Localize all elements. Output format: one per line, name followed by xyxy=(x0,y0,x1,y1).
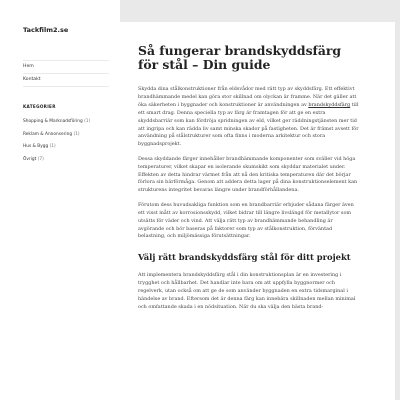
category-count: (1) xyxy=(73,131,80,137)
category-link[interactable]: Reklam & Annonsering xyxy=(23,131,73,137)
brandskyddsfarg-link[interactable]: brandskyddsfärg xyxy=(308,101,351,108)
category-count: (1) xyxy=(84,119,91,124)
category-link[interactable]: Övrigt xyxy=(23,156,37,162)
nav-item-hem[interactable]: Hem xyxy=(23,60,109,73)
category-link[interactable]: Shopping & Marknadsföring xyxy=(23,119,83,124)
main-content xyxy=(120,22,395,400)
category-count: (7) xyxy=(37,156,44,162)
section-heading: Välj rätt brandskyddsfärg stål för ditt projekt xyxy=(138,252,351,263)
site-title[interactable]: Tackfilm2.se xyxy=(23,26,69,34)
category-list xyxy=(23,116,113,166)
categories-widget-title: KATEGORIER xyxy=(23,104,56,109)
paragraph-text: Skydda dina stålkonstruktioner från eldsvådor med rätt typ av skyddsfärg. Ett effektivt brandhämmande medel kan göra stor skillnad om olyckan är framme. När det gäller att öka säkerheten i byggnader och konstruktioner är användningen av xyxy=(138,86,357,108)
nav-item-kontakt[interactable]: Kontakt xyxy=(23,73,109,87)
category-item xyxy=(23,141,113,154)
post-title: Så fungerar brandskyddsfärg för stål – Din guide xyxy=(138,43,342,72)
paragraph-text: till ett smart drag. Denna speciella typ av färg är framtagen för att ge en extra skyddsbarriär som kan fördröja spridningen av eld, vilket ger räddningstjänsten mer tid att ingripa och kan rädda liv samt minska skador på fastigheten. Det är främst avsett för användning på stålstrukturer som ofta finns i moderna arkitektur och stora byggnadsprojekt. xyxy=(138,101,359,148)
category-link[interactable]: Hus & Bygg xyxy=(23,144,49,149)
sidebar xyxy=(0,0,120,400)
category-item xyxy=(23,116,113,129)
main-nav xyxy=(23,60,109,87)
category-item xyxy=(23,154,113,167)
post-paragraph-3: Förutom dess huvudsakliga funktion som en brandbarriär erbjuder sådana färger även ett visst mått av korrosionsskydd, vilket bidrar till längre livslängd för metallytor som utsätts för väder och vind. Att välja rätt typ av brandhämmande behandling är avgörande och bör baseras på faktorer som typ av stålkonstruktion, förväntad belastning, och miljömässiga förutsättningar. xyxy=(138,201,354,240)
article xyxy=(138,44,360,318)
post-paragraph-2: Dessa skyddande färger innehåller brandhämmande komponenter som sväller vid höga temperaturer, vilket skapar en isolerande skumskikt som skyddar materialet under. Effekten av detta hindrar värmet från att nå den kritiska temperaturen där det börjar förlora sin bärförmåga. Genom att addera detta lager på dina konstruktionselement kan strukturens integritet bevaras längre under brandförhållandena. xyxy=(138,155,358,194)
category-count: (1) xyxy=(49,144,56,149)
post-paragraph-1 xyxy=(138,86,360,149)
category-item xyxy=(23,129,113,142)
post-paragraph-4: Att implementera brandskyddsfärg stål i din konstruktionsplan är en investering i trygghet och hållbarhet. Det handlar inte bara om att uppfylla byggnormer och regelverk, utan också om att ge de som använder byggnaden en extra tidsmarginal i händelse av brand. Eftersom det är denna färg kan innebära skillnaden mellan minimal och omfattande skada i en nödsituation. När du ska välja den bästa brand- xyxy=(138,272,356,310)
